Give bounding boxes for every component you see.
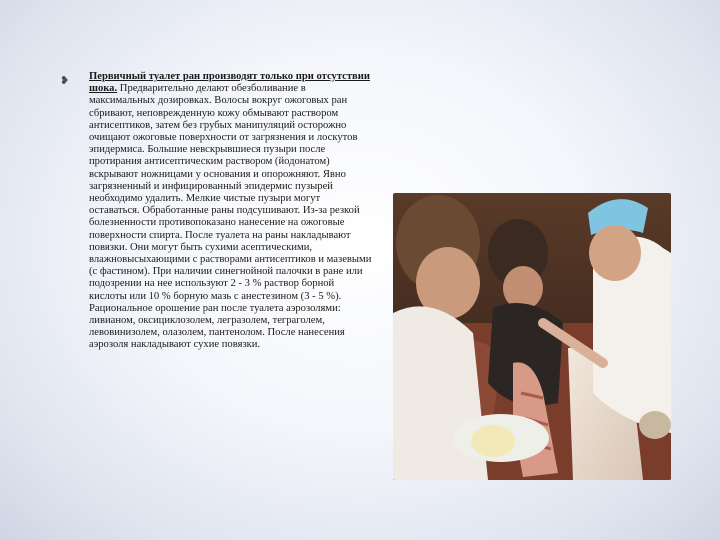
burn-treatment-photo <box>393 193 671 480</box>
patient-face <box>503 266 543 310</box>
slide-body-text <box>89 71 373 352</box>
wingdings-bullet-icon: ❥ <box>60 74 70 87</box>
lead-sentence: Первичный туалет ран производят только при отсутствии шока. <box>89 71 370 95</box>
nurse-right-face <box>589 225 641 281</box>
cotton-swab <box>471 425 515 457</box>
right-bottle <box>639 411 671 439</box>
body-paragraph: Предварительно делают обезболивание в максимальных дозировках. Волосы вокруг ожоговых ран сбривают, неповрежденную кожу обмывают раствором антисептиков, затем без грубых манипуляций осторожно очищают ожоговые поверхности от загрязнения и лоскутов эпидермиса. Большие невскрывшиеся пузыри после протирания антисептическим раствором (йодонатом) вскрывают ножницами у основания и опорожняют. Явно загрязненный и инфицированный эпидермис пузырей необходимо удалить. Мелкие чистые пузыри могут оставаться. Обработанные раны подсушивают. Из-за резкой болезненности противопоказано нанесение на ожоговые поверхности спирта. После туалета на раны накладывают повязки. Они могут быть сухими асептическими, влажновысыхающими с растворами антисептиков и мазевыми (с фастином). При наличии синегнойной палочки в ране или подозрении на нее используют 2 - 3 % раствор борной кислоты или 10 % борную мазь с анестезином (3 - 5 %). Рациональное орошение ран после туалета аэрозолями: ливианом, оксициклозолем, легразолем, теграголем, левовинизолем, олазолем, пантенолом. После нанесения аэрозоля накладывают сухие повязки. <box>89 83 372 351</box>
